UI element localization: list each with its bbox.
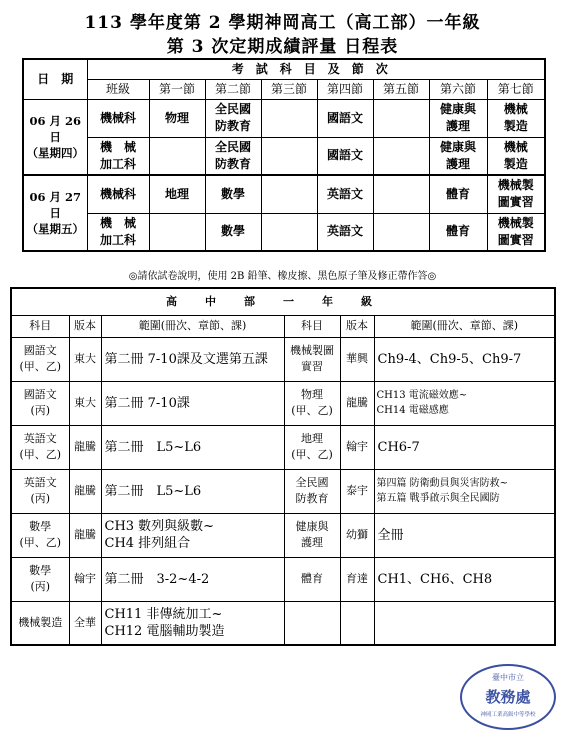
- edition-cell: 華興: [340, 337, 374, 381]
- edition-cell: 東大: [69, 337, 101, 381]
- range-cell: 第四篇 防衛動員與災害防救~ 第五篇 戰爭啟示與全民國防: [374, 469, 555, 513]
- scope-body: [11, 337, 555, 645]
- range-cell: [374, 601, 555, 645]
- edition-cell: [340, 601, 374, 645]
- exam-subject: [261, 99, 317, 137]
- edition-cell: 龍騰: [69, 469, 101, 513]
- class-name: 機械科: [87, 99, 149, 137]
- period-header: 第五節: [373, 79, 429, 99]
- seal-bottom-text: 神岡工業高級中等學校: [480, 712, 536, 718]
- edition-cell: 龍騰: [69, 513, 101, 557]
- class-name: 機 械 加工科: [87, 137, 149, 175]
- exam-date: 06 月 27 日 （星期五）: [23, 175, 87, 251]
- subject-cell: 英語文 (甲、乙): [11, 425, 69, 469]
- edition-cell: 幼獅: [340, 513, 374, 557]
- col-edition: 版本: [340, 315, 374, 337]
- date-header: 日 期: [23, 59, 87, 99]
- exam-subject: 體育: [429, 213, 487, 251]
- subject-cell: 數學 (丙): [11, 557, 69, 601]
- subject-cell: 地理 (甲、乙): [284, 425, 340, 469]
- subject-cell: 健康與 護理: [284, 513, 340, 557]
- exam-subject: 國語文: [317, 99, 373, 137]
- office-seal: [460, 664, 556, 730]
- col-subject: 科目: [11, 315, 69, 337]
- exam-subject: 全民國 防教育: [205, 137, 261, 175]
- col-subject: 科目: [284, 315, 340, 337]
- period-header: 第四節: [317, 79, 373, 99]
- class-name: 機 械 加工科: [87, 213, 149, 251]
- exam-subject: 地理: [149, 175, 205, 213]
- subject-cell: 國語文 (甲、乙): [11, 337, 69, 381]
- col-range: 範圍(冊次、章節、課): [101, 315, 284, 337]
- period-header: 第一節: [149, 79, 205, 99]
- edition-cell: 龍騰: [340, 381, 374, 425]
- class-name: 機械科: [87, 175, 149, 213]
- exam-subject: 機械 製造: [487, 137, 545, 175]
- seal-top-text: 臺中市立: [492, 673, 524, 682]
- range-cell: 全冊: [374, 513, 555, 557]
- range-cell: 第二冊 7-10課: [101, 381, 284, 425]
- exam-subject: 全民國 防教育: [205, 99, 261, 137]
- subject-cell: 機械製造: [11, 601, 69, 645]
- class-header: 班級: [87, 79, 149, 99]
- col-edition: 版本: [69, 315, 101, 337]
- range-cell: 第二冊 7-10課及文選第五課: [101, 337, 284, 381]
- col-range: 範圍(冊次、章節、課): [374, 315, 555, 337]
- exam-subject: 健康與 護理: [429, 99, 487, 137]
- exam-subject: [373, 137, 429, 175]
- exam-subject: 英語文: [317, 213, 373, 251]
- edition-cell: 育達: [340, 557, 374, 601]
- range-cell: 第二冊 L5~L6: [101, 469, 284, 513]
- schedule-body: [23, 99, 545, 251]
- exam-subject: 數學: [205, 175, 261, 213]
- exam-subject: [373, 213, 429, 251]
- subject-cell: 機械製圖 實習: [284, 337, 340, 381]
- subject-cell: 體育: [284, 557, 340, 601]
- exam-subject: 機械 製造: [487, 99, 545, 137]
- subject-cell: 數學 (甲、乙): [11, 513, 69, 557]
- exam-subject: [373, 175, 429, 213]
- edition-cell: 東大: [69, 381, 101, 425]
- range-cell: 第二冊 L5~L6: [101, 425, 284, 469]
- exam-subject: [373, 99, 429, 137]
- exam-subject: 體育: [429, 175, 487, 213]
- subject-cell: 全民國 防教育: [284, 469, 340, 513]
- exam-subject: 機械製 圖實習: [487, 175, 545, 213]
- range-cell: CH3 數列與級數~ CH4 排列組合: [101, 513, 284, 557]
- range-cell: CH11 非傳統加工~ CH12 電腦輔助製造: [101, 601, 284, 645]
- exam-date: 06 月 26 日 （星期四）: [23, 99, 87, 175]
- exam-schedule-table: [22, 58, 546, 252]
- title-line2: 第 3 次定期成績評量 日程表: [166, 37, 399, 57]
- exam-subject: 物理: [149, 99, 205, 137]
- edition-cell: 翰宇: [69, 557, 101, 601]
- exam-subject: [261, 213, 317, 251]
- scope-header: 高中部一年級: [11, 288, 555, 315]
- subject-cell: 英語文 (丙): [11, 469, 69, 513]
- subject-cell: 國語文 (丙): [11, 381, 69, 425]
- range-cell: Ch9-4、Ch9-5、Ch9-7: [374, 337, 555, 381]
- range-cell: CH1、CH6、CH8: [374, 557, 555, 601]
- edition-cell: 泰宇: [340, 469, 374, 513]
- period-header: 第七節: [487, 79, 545, 99]
- period-header: 第二節: [205, 79, 261, 99]
- exam-subject: [261, 175, 317, 213]
- range-cell: CH13 電流磁效應~ CH14 電磁感應: [374, 381, 555, 425]
- range-cell: 第二冊 3-2~4-2: [101, 557, 284, 601]
- exam-subject: [149, 213, 205, 251]
- exam-subject: [149, 137, 205, 175]
- exam-subject: 機械製 圖實習: [487, 213, 545, 251]
- subject-cell: [284, 601, 340, 645]
- exam-subject: [261, 137, 317, 175]
- edition-cell: 翰宇: [340, 425, 374, 469]
- range-cell: CH6-7: [374, 425, 555, 469]
- seal-main-text: 教務處: [485, 688, 531, 706]
- exam-subject: 英語文: [317, 175, 373, 213]
- period-header: 第三節: [261, 79, 317, 99]
- subject-cell: 物理 (甲、乙): [284, 381, 340, 425]
- exam-subject: 健康與 護理: [429, 137, 487, 175]
- title-line1: 113 學年度第 2 學期神岡高工（高工部）一年級: [84, 13, 481, 33]
- edition-cell: 龍騰: [69, 425, 101, 469]
- exam-scope-table: [10, 287, 556, 646]
- exam-subject: 數學: [205, 213, 261, 251]
- exam-subject: 國語文: [317, 137, 373, 175]
- period-header: 第六節: [429, 79, 487, 99]
- edition-cell: 全華: [69, 601, 101, 645]
- exam-note: ◎請依試卷說明，使用 2B 鉛筆、橡皮擦、黑色原子筆及修正帶作答◎: [128, 271, 437, 282]
- exam-header: 考試科目及節次: [87, 59, 545, 79]
